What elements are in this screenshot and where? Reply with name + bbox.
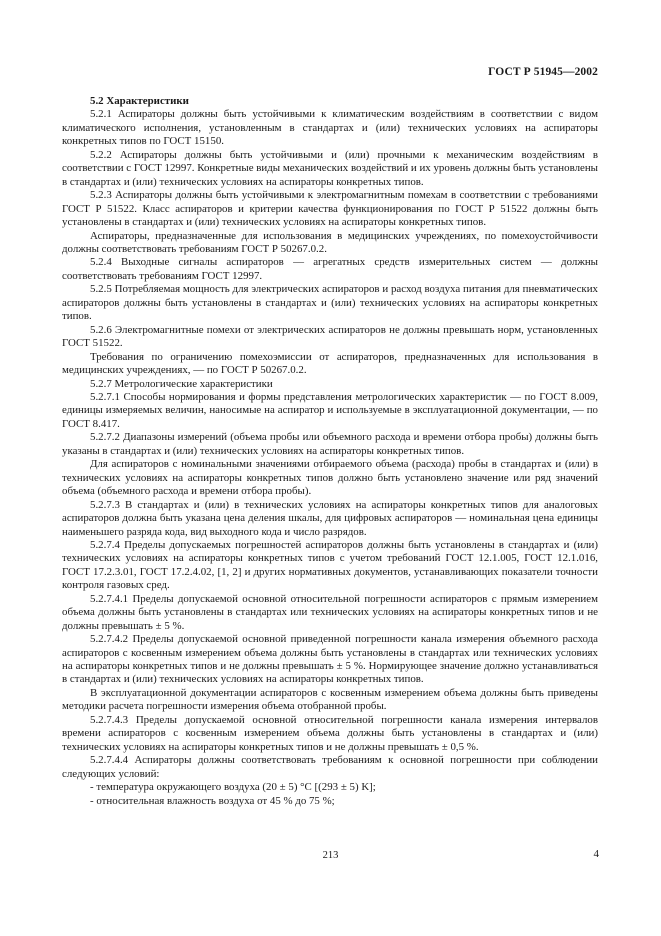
- list-item: - относительная влажность воздуха от 45 % до 75 %;: [90, 794, 335, 807]
- paragraph: 5.2.7.3 В стандартах и (или) в технических условиях на аспираторы конкретных типов для аналоговых аспираторов должна быть указана цена деления шкалы, для цифровых аспираторов — номинальная цена единицы наименьшего разряда кода, вид выходного кода и число разрядов.: [62, 498, 598, 538]
- paragraph: 5.2.2 Аспираторы должны быть устойчивыми и (или) прочными к механическим воздействиям в соответствии с ГОСТ 12997. Конкретные виды механических воздействий и их уровень должны быть установлены в стандартах и (или) технических условиях на аспираторы конкретных типов.: [62, 148, 598, 188]
- list-item: - температура окружающего воздуха (20 ± 5) °С [(293 ± 5) K];: [90, 781, 376, 794]
- paragraph: 5.2.7.1 Способы нормирования и формы представления метрологических характеристик — по ГОСТ 8.009, единицы измеряемых величин, наносимые на аспиратор и используемые в эксплуатационной документации, — по ГОСТ 8.417.: [62, 390, 598, 430]
- paragraph: 5.2.3 Аспираторы должны быть устойчивыми к электромагнитным помехам в соответствии с требованиями ГОСТ Р 51522. Класс аспираторов и критерии качества функционирования по ГОСТ Р 51522 должны быть установлены в стандартах и (или) технических условиях на аспираторы конкретных типов.: [62, 189, 598, 229]
- paragraph: 5.2.5 Потребляемая мощность для электрических аспираторов и расход воздуха питания для пневматических аспираторов должны быть установлены в стандартах и (или) технических условиях на аспираторы конкретных типов.: [62, 283, 598, 323]
- standard-header: ГОСТ Р 51945—2002: [488, 66, 598, 78]
- paragraph: 5.2.7.4 Пределы допускаемых погрешностей аспираторов должны быть установлены в стандартах и (или) технических условиях на аспираторы конкретных типов с учетом требований ГОСТ 12.1.005, ГОСТ 12.1.016, ГОСТ 17.2.3.01, ГОСТ 17.2.4.02, [1, 2] и других нормативных документов, устанавливающих показатели точности контроля газовых сред.: [62, 538, 598, 592]
- paragraph: 5.2.7.4.4 Аспираторы должны соответствовать требованиям к основной погрешности при соблюдении следующих условий:: [62, 754, 598, 780]
- page-number: 213: [322, 850, 339, 861]
- paragraph: 5.2.7.4.3 Пределы допускаемой основной относительной погрешности канала измерения интервалов времени аспираторов с косвенным измерением объема должны быть установлены в стандартах и (или) технических условиях на аспираторы конкретных типов и не должны превышать ± 0,5 %.: [62, 713, 598, 753]
- paragraph: 5.2.7.4.1 Пределы допускаемой основной относительной погрешности аспираторов с прямым измерением объема должны быть установлены в стандартах или технических условиях на аспираторы конкретных типов и не должны превышать ± 5 %.: [62, 592, 598, 632]
- paragraph: Для аспираторов с номинальными значениями отбираемого объема (расхода) пробы в стандартах и (или) в технических условиях на аспираторы конкретных типов должно быть установлено значение или ряд значений объема (объемного расхода и времени отбора пробы).: [62, 458, 598, 498]
- paragraph: 5.2.7.2 Диапазоны измерений (объема пробы или объемного расхода и времени отбора пробы) должны быть указаны в стандартах и (или) технических условиях на аспираторы конкретных типов.: [62, 431, 598, 457]
- paragraph: 5.2.1 Аспираторы должны быть устойчивыми к климатическим воздействиям в соответствии с видом климатического исполнения, установленным в стандартах и (или) технических условиях на аспираторы конкретных типов по ГОСТ 15150.: [62, 108, 598, 148]
- document-body: [62, 95, 598, 808]
- paragraph: Требования по ограничению помехоэмиссии от аспираторов, предназначенных для использования в медицинских учреждениях, — по ГОСТ Р 50267.0.2.: [62, 350, 598, 377]
- paragraph: Аспираторы, предназначенные для использования в медицинских учреждениях, по помехоустойчивости должны соответствовать требованиям ГОСТ Р 50267.0.2.: [62, 229, 598, 255]
- subsection-heading: 5.2.7 Метрологические характеристики: [90, 377, 273, 390]
- section-heading: 5.2 Характеристики: [90, 95, 189, 107]
- paragraph: 5.2.6 Электромагнитные помехи от электрических аспираторов не должны превышать норм, установленных ГОСТ 51522.: [62, 323, 598, 350]
- paragraph: 5.2.7.4.2 Пределы допускаемой основной приведенной погрешности канала измерения объемного расхода аспираторов с косвенным измерением объема должны быть установлены в стандартах или технических условиях на аспираторы конкретных типов и не должны превышать ± 5 %. Нормирующее значение должно устанавливаться в стандартах и (или) технических условиях на аспираторы конкретных типов.: [62, 633, 598, 686]
- paragraph: В эксплуатационной документации аспираторов с косвенным измерением объема должны быть приведены методики расчета погрешности измерения объема отобранной пробы.: [62, 686, 598, 713]
- sheet-number: 4: [593, 848, 599, 860]
- paragraph: 5.2.4 Выходные сигналы аспираторов — агрегатных средств измерительных систем — должны соответствовать требованиям ГОСТ 12997.: [62, 256, 598, 282]
